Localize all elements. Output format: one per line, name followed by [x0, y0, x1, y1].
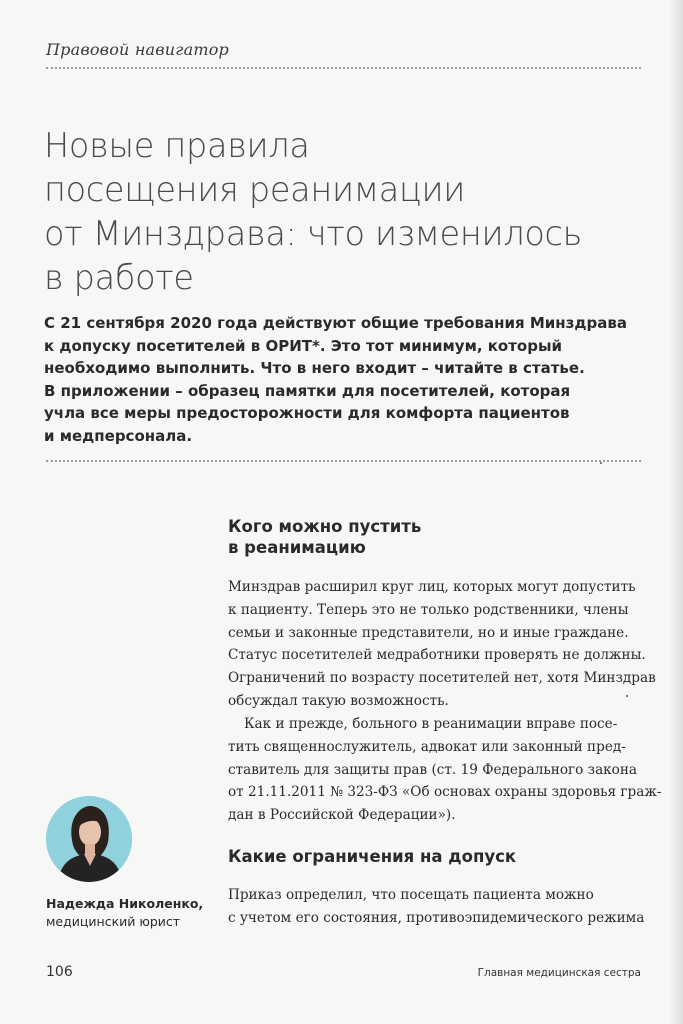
author-role: медицинский юрист	[46, 914, 181, 929]
body-line: обсуждал такую возможность.	[228, 692, 449, 709]
author-name: Надежда Николенко,	[46, 896, 204, 911]
body-line: Статус посетителей медработники проверять не должны.	[228, 647, 646, 664]
section1-paragraph1	[228, 576, 656, 713]
body-line: с учетом его состояния, противоэпидемического режима	[228, 909, 645, 926]
page-edge-shadow	[669, 0, 683, 1024]
section1-heading	[228, 516, 648, 558]
title-line: от Минздрава: что изменилось	[44, 214, 583, 253]
rubric-label: Правовой навигатор	[46, 40, 229, 59]
lead-line: к допуску посетителей в ОРИТ*. Это тот минимум, который	[44, 336, 563, 355]
print-speck	[600, 462, 602, 464]
body-line: дан в Российской Федерации»).	[228, 807, 456, 824]
page-number: 106	[46, 964, 73, 980]
rubric-divider	[46, 67, 641, 69]
body-line: ставитель для защиты прав (ст. 19 Федерального закона	[228, 761, 638, 778]
lead-line: необходимо выполнить. Что в него входит – читайте в статье.	[44, 359, 585, 377]
section2-heading-line: Какие ограничения на допуск	[228, 847, 517, 866]
section2-heading	[228, 846, 648, 867]
body-line: от 21.11.2011 № 323-ФЗ «Об основах охраны здоровья граж-	[228, 784, 662, 801]
magazine-name: Главная медицинская сестра	[477, 967, 641, 979]
author-portrait-icon	[46, 796, 132, 882]
lead-line: учла все меры предосторожности для комфорта пациентов	[44, 404, 570, 422]
body-line: Как и прежде, больного в реанимации вправе посе-	[244, 716, 618, 732]
body-line: Ограничений по возрасту посетителей нет, хотя Минздрав	[228, 670, 656, 687]
section1-heading-line: Кого можно пустить	[228, 517, 422, 536]
article-title	[44, 124, 604, 300]
lead-line: и медперсонала.	[44, 426, 193, 445]
section2-paragraph	[228, 884, 643, 930]
body-line: семьи и законные представители, но и иные граждане.	[228, 624, 629, 641]
author-photo	[46, 796, 132, 882]
lead-line: С 21 сентября 2020 года действуют общие требования Минздрава	[44, 314, 627, 332]
body-line: Минздрав расширил круг лиц, которых могут допустить	[228, 579, 636, 595]
section1-paragraph2	[228, 713, 662, 827]
title-line: посещения реанимации	[44, 170, 466, 209]
title-line: в работе	[44, 258, 194, 297]
body-line: Приказ определил, что посещать пациента можно	[228, 887, 594, 903]
section1-heading-line: в реанимацию	[228, 538, 366, 557]
body-line: тить священнослужитель, адвокат или законный пред-	[228, 738, 626, 755]
lead-divider	[46, 460, 641, 462]
lead-line: В приложении – образец памятки для посетителей, которая	[44, 381, 571, 400]
title-line: Новые правила	[44, 126, 310, 165]
article-lead	[44, 312, 644, 447]
print-speck	[626, 695, 628, 697]
body-line: к пациенту. Теперь это не только родственники, члены	[228, 601, 629, 618]
